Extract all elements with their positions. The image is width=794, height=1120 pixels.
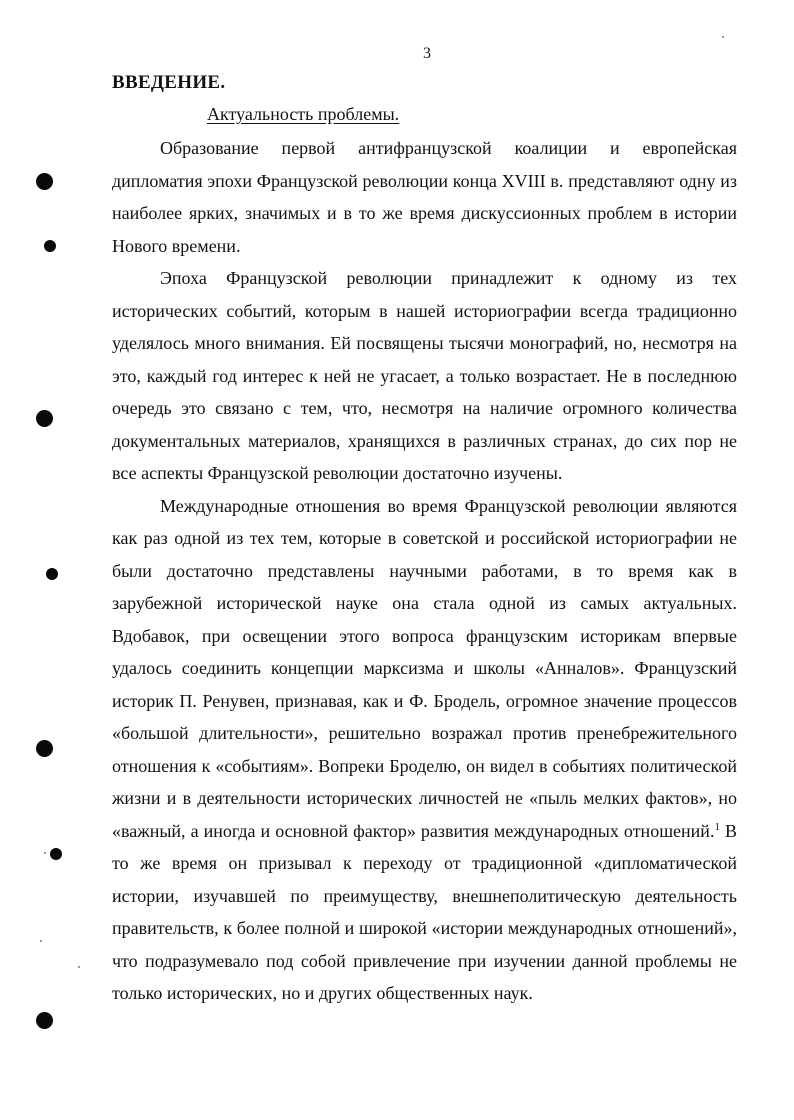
punch-hole-mark (36, 1012, 53, 1029)
section-subheading: Актуальность проблемы. (207, 104, 400, 124)
scan-speck (78, 966, 80, 968)
paragraph-2: Эпоха Французской революции принадлежит к одному из тех исторических событий, которым в нашей историографии всегда традиционно уделялось много внимания. Ей посвящены тысячи монографий, но, несмотря на это, каждый год интерес к ней не угасает, а только возрастает. Не в последнюю очередь это связано с тем, что, несмотря на наличие огромного количества документальных материалов, хранящихся в различных странах, до сих пор не все аспекты Французской революции достаточно изучены. (112, 268, 737, 483)
page-number: 3 (423, 45, 431, 62)
punch-hole-mark (50, 848, 62, 860)
punch-hole-mark (46, 568, 58, 580)
scan-speck (44, 852, 46, 854)
punch-hole-mark (36, 740, 53, 757)
punch-hole-mark (36, 173, 53, 190)
paragraph-3 (112, 490, 737, 1010)
scan-speck (40, 940, 42, 942)
body-text (112, 132, 737, 1010)
scan-speck (722, 36, 724, 38)
paragraph-1: Образование первой антифранцузской коалиции и европейская дипломатия эпохи Французской революции конца XVIII в. представляют одну из наиболее ярких, значимых и в то же время дискуссионных проблем в истории Нового времени. (112, 138, 737, 256)
punch-hole-mark (44, 240, 56, 252)
paragraph-3-text-after-footnote: В то же время он призывал к переходу от традиционной «дипломатической истории, изучавшей по преимуществу, внешнеполитическую деятельность правительств, к более полной и широкой «истории международных отношений», что подразумевало под собой привлечение при изучении данной проблемы не только исторических, но и других общественных наук. (112, 820, 737, 1003)
section-heading: ВВЕДЕНИЕ. (112, 72, 226, 93)
punch-hole-mark (36, 410, 53, 427)
paragraph-3-text-before-footnote: Международные отношения во время Французской революции являются как раз одной из тех тем, которые в советской и российской историографии не были достаточно представлены научными работами, в то время как в зарубежной исторической науке она стала одной из самых актуальных. Вдобавок, при освещении этого вопроса французским историкам впервые удалось соединить концепции марксизма и школы «Анналов». Французский историк П. Ренувен, признавая, как и Ф. Бродель, огромное значение процессов «большой длительности», решительно возражал против пренебрежительного отношения к «событиям». Вопреки Броделю, он видел в событиях политической жизни и в деятельности исторических личностей не «пыль мелких фактов», но «важный, а иногда и основной фактор» развития международных отношений. (112, 495, 737, 841)
footnote-marker: 1 (714, 820, 720, 833)
